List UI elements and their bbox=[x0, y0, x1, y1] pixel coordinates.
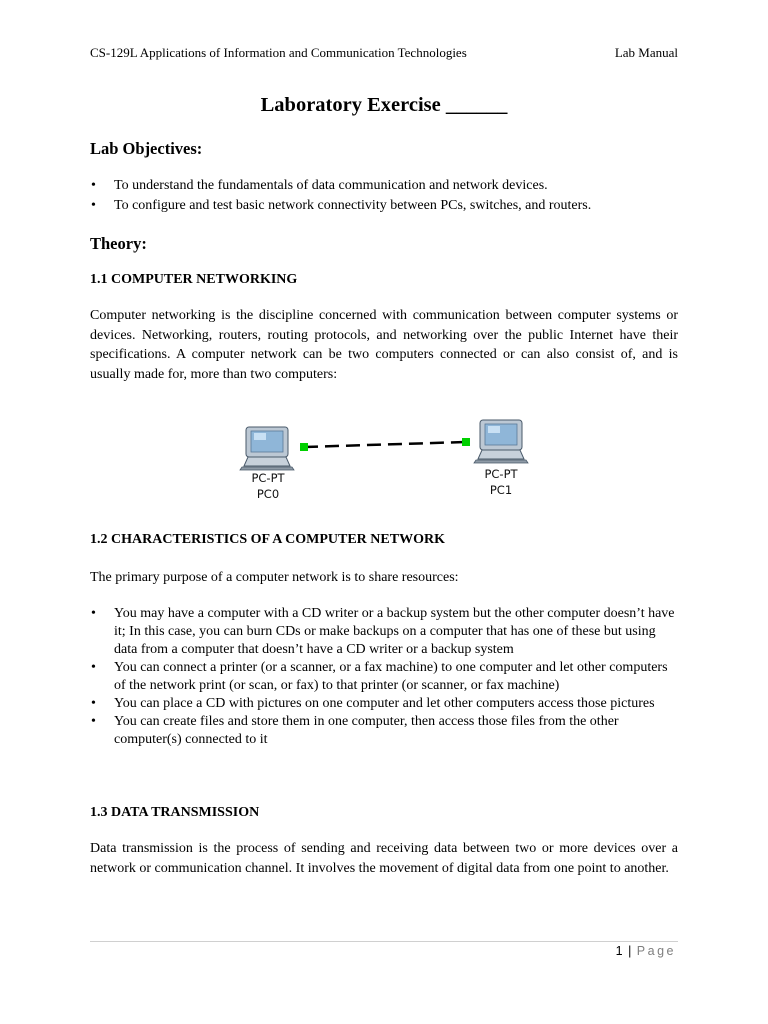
bullet-icon: • bbox=[91, 714, 96, 729]
bullet-icon: • bbox=[91, 696, 96, 711]
list-item: • You may have a computer with a CD writer or a backup system but the other computer doesn’t have it; In this case, you can burn CDs or make backups on a computer that has one of these but using data from a computer that doesn’t have a CD writer or a backup system bbox=[91, 606, 675, 657]
pc1-computer-icon bbox=[474, 420, 528, 463]
pc1-name-label: PC1 bbox=[489, 483, 513, 497]
bullet-icon: • bbox=[91, 198, 96, 213]
page-footer bbox=[616, 944, 676, 958]
section-heading: 1.2 CHARACTERISTICS OF A COMPUTER NETWORK bbox=[90, 532, 445, 547]
paragraph: The primary purpose of a computer network is to share resources: bbox=[90, 570, 459, 585]
objectives-heading: Lab Objectives: bbox=[90, 139, 203, 158]
pc0-type-label: PC-PT bbox=[251, 471, 285, 485]
document-type: Lab Manual bbox=[614, 45, 678, 60]
pc0-port-indicator bbox=[300, 443, 308, 451]
footer-separator: | bbox=[628, 944, 632, 958]
theory-heading: Theory: bbox=[90, 234, 147, 253]
pc1-port-indicator bbox=[462, 438, 470, 446]
pc0-computer-icon bbox=[240, 427, 294, 470]
list-item: • To configure and test basic network connectivity between PCs, switches, and routers. bbox=[91, 198, 592, 213]
bullet-icon: • bbox=[91, 660, 96, 675]
page-word: Page bbox=[636, 944, 676, 958]
footer-divider bbox=[90, 941, 678, 942]
section-heading: 1.3 DATA TRANSMISSION bbox=[90, 805, 260, 820]
paragraph: Data transmission is the process of sending and receiving data between two or more devices over a network or communication channel. It involves the movement of digital data from one point to another. bbox=[90, 841, 678, 876]
paragraph: Computer networking is the discipline concerned with communication between computer systems or devices. Networking, routers, routing protocols, and networking over the public Internet have their specifications. A computer network can be two computers connected or can also consist of, and is usually made for, more than two computers: bbox=[90, 308, 678, 382]
page-number: 1 bbox=[615, 944, 623, 958]
section-heading: 1.1 COMPUTER NETWORKING bbox=[90, 272, 298, 287]
pc0-name-label: PC0 bbox=[256, 487, 280, 501]
course-title: CS-129L Applications of Information and Communication Technologies bbox=[90, 45, 467, 60]
page-title: Laboratory Exercise ______ bbox=[260, 94, 508, 116]
list-item: • You can connect a printer (or a scanner, or a fax machine) to one computer and let other computers of the network print (or scan, or fax) to that printer (or scanner, or fax machine) bbox=[91, 660, 668, 693]
list-item: • You can place a CD with pictures on one computer and let other computers access those pictures bbox=[91, 696, 655, 711]
characteristics-list bbox=[91, 605, 678, 749]
bullet-icon: • bbox=[91, 178, 96, 193]
network-link bbox=[304, 442, 466, 447]
network-diagram bbox=[232, 410, 542, 510]
pc1-type-label: PC-PT bbox=[484, 467, 518, 481]
objectives-list bbox=[91, 177, 678, 215]
list-item: • You can create files and store them in one computer, then access those files from the other computer(s) connected to it bbox=[91, 714, 619, 747]
list-item: • To understand the fundamentals of data communication and network devices. bbox=[91, 178, 548, 193]
bullet-icon: • bbox=[91, 606, 96, 621]
